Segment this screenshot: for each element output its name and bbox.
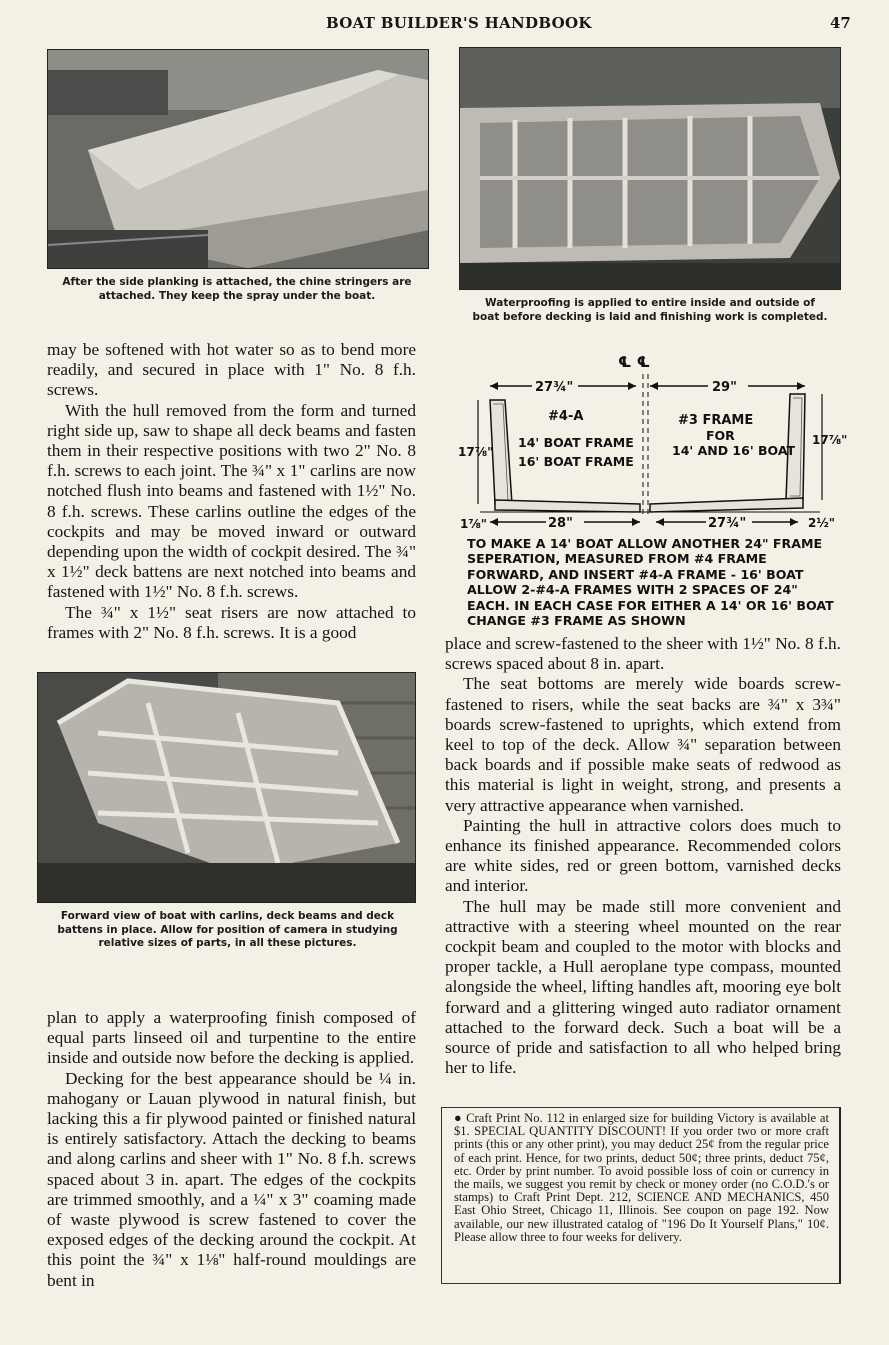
page-header [0,14,889,38]
dimension-left-height: 17⅞" [458,445,494,459]
paragraph: With the hull removed from the form and turned right side up, saw to shape all deck beams and fasten them in their respective positions with two 2" No. 8 f.h. screws to each joint. The ¾" x 1" carlins are now notched flush into beams and fastened with 1½" No. 8 f.h. screws. These carlins outline the edges of the cockpits and may be moved inward or outward depending upon the width of cockpit desired. The ¾" x 1½" deck battens are next notched into beams and fastened with 1½" No. 8 f.h. screws. [47,400,416,602]
paragraph: may be softened with hot water so as to bend more readily, and secured in place with 1" No. 8 f.h. screws. [47,340,416,400]
text-left-column-lower [47,1008,416,1291]
diagram-caption: TO MAKE A 14' BOAT ALLOW ANOTHER 24" FRAME SEPERATION, MEASURED FROM #4 FRAME FORWARD, AND INSERT #4-A FRAME - 16' BOAT ALLOW 2-#4-A FRAMES WITH 2 SPACES OF 24" EACH. IN EACH CASE FOR EITHER A 14' OR 16' BOAT CHANGE #3 FRAME AS SHOWN [467,536,834,629]
paragraph: plan to apply a waterproofing finish composed of equal parts linseed oil and turpentine to the entire inside and outside now before the decking is applied. [47,1008,416,1068]
paragraph: The ¾" x 1½" seat risers are now attached to frames with 2" No. 8 f.h. screws. It is a good [47,602,416,642]
frame-label-4a: #4-A [548,409,584,424]
page-number: 47 [830,14,851,32]
text-right-column [445,634,841,1078]
dimension-bottom-left: 28" [548,516,573,531]
paragraph: The hull may be made still more convenient and attractive with a steering wheel mounted on the rear cockpit beam and coupled to the motor with blocks and proper tackle, a Hull aeroplane type compass, mounted alongside the wheel, lifting handles aft, mooring eye bolt forward and a glittering winged auto radiator ornament attached to the forward deck. Such a boat will be a source of pride and satisfaction to all who helped bring her to life. [445,896,841,1078]
running-title: BOAT BUILDER'S HANDBOOK [326,14,592,32]
photo-caption-top-left: After the side planking is attached, the chine stringers are attached. They keep the spray under the boat. [62,276,412,302]
photo-forward-view-carlins [37,672,416,903]
photo-caption-middle-left: Forward view of boat with carlins, deck beams and deck battens in place. Allow for position of camera in studying relative sizes of parts, in all these pictures. [57,910,398,949]
frame-label-for: FOR [706,428,735,443]
frame-label-14-16: 14' AND 16' BOAT [672,443,796,458]
dimension-bottom-right: 27¾" [708,516,747,531]
dimension-right-bottom: 2½" [808,516,836,530]
dimension-right-height: 17⅞" [812,433,848,447]
paragraph: The seat bottoms are merely wide boards screw-fastened to risers, while the seat backs are ¾" x 3¾" boards screw-fastened to uprights, which extend from keel to top of the deck. Allow ¾" separation between back boards and if possible make seats of redwood as this material is light in weight, strong, and presents a very attractive appearance when varnished. [445,674,841,815]
frame-label-14-boat: 14' BOAT FRAME [518,435,634,450]
photo-waterproofed-hull [459,47,841,290]
craft-print-notice-box: ● Craft Print No. 112 in enlarged size for building Victory is available at $1. SPECIAL QUANTITY DISCOUNT! If you order two or more craft prints (this or any other print), you may deduct 25¢ from the regular price of each print. Hence, for two prints, deduct 50¢; three prints, deduct 75¢, etc. Order by print number. To avoid possible loss of coin or currency in the mails, we suggest you remit by check or money order (no C.O.D.'s or stamps) to Craft Print Dept. 212, SCIENCE AND MECHANICS, 450 East Ohio Street, Chicago 11, Illinois. See coupon on page 192. Now available, our new illustrated catalog of "196 Do It Yourself Plans," 10¢. Please allow three to four weeks for delivery. [441,1107,841,1284]
photo-hull-side-planking [47,49,429,269]
text-left-column-upper [47,340,416,643]
frame-label-16-boat: 16' BOAT FRAME [518,454,634,469]
centerline-label: ℄ ℄ [618,353,651,371]
frame-label-3: #3 FRAME [678,413,754,428]
paragraph: Painting the hull in attractive colors does much to enhance its finished appearance. Recommended colors are white sides, red or green bottom, varnished decks and interior. [445,815,841,896]
photo-caption-top-right: Waterproofing is applied to entire inside and outside of boat before decking is laid and finishing work is completed. [472,297,828,323]
dimension-top-left: 27¾" [535,380,574,395]
paragraph: Decking for the best appearance should be ¼ in. mahogany or Lauan plywood in natural finish, but lacking this a fir plywood painted or finished natural is entirely satisfactory. Attach the decking to beams and along carlins and sheer with 1" No. 8 f.h. screws spaced about 3 in. apart. The edges of the cockpits are trimmed smoothly, and a ¼" x 3" coaming made of waste plywood is screw fastened to cover the exposed edges of the decking around the cockpit. At this point the ¾" x 1⅛" half-round mouldings are bent in [47,1068,416,1290]
dimension-top-right: 29" [712,380,737,395]
dimension-left-bottom: 1⅞" [460,517,488,531]
frame-diagram [458,352,848,534]
paragraph: place and screw-fastened to the sheer with 1½" No. 8 f.h. screws spaced about 8 in. apart. [445,634,841,674]
